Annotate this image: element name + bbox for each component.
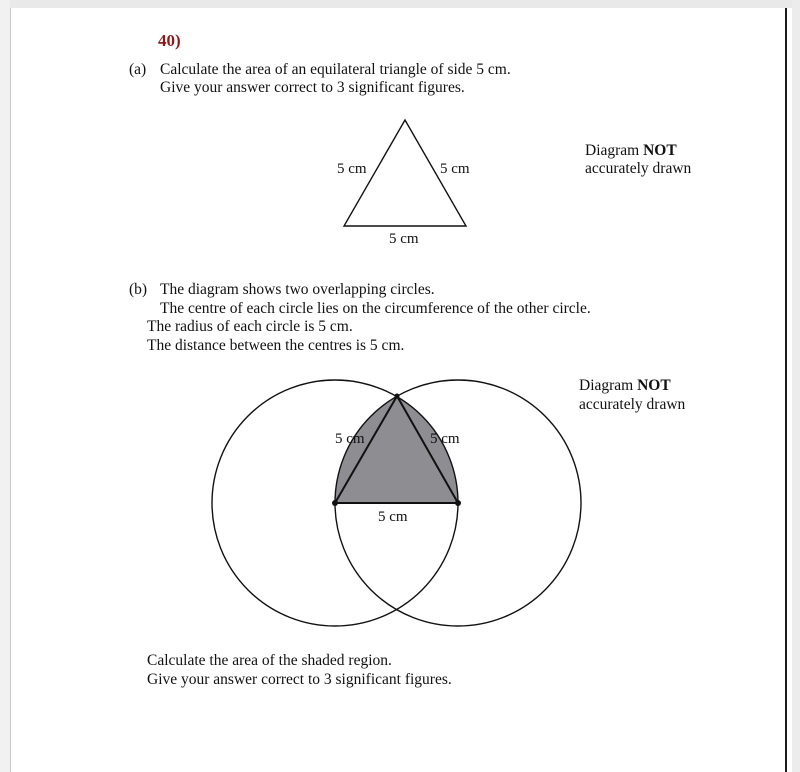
final-line1: Calculate the area of the shaded region. xyxy=(147,652,392,669)
part-b-line4: The distance between the centres is 5 cm. xyxy=(147,337,405,354)
diagram-note-b-prefix: Diagram xyxy=(579,377,638,394)
intersection-point xyxy=(395,394,400,399)
triangle-label-base: 5 cm xyxy=(389,231,419,247)
shaded-region xyxy=(335,396,458,503)
part-a-marker: (a) xyxy=(129,61,147,78)
diagram-note-a-not: NOT xyxy=(643,142,677,159)
diagram-note-b-line2: accurately drawn xyxy=(579,396,686,413)
part-a-line1: Calculate the area of an equilateral triangle of side 5 cm. xyxy=(160,61,511,78)
part-b-line1: The diagram shows two overlapping circles. xyxy=(160,281,435,298)
circle-label-base: 5 cm xyxy=(378,509,408,525)
part-b-marker: (b) xyxy=(129,281,148,298)
part-b-line2: The centre of each circle lies on the circumference of the other circle. xyxy=(160,300,591,317)
final-line2: Give your answer correct to 3 significant figures. xyxy=(147,671,452,688)
diagram-note-a-line2: accurately drawn xyxy=(585,160,692,177)
part-a-line2: Give your answer correct to 3 significant figures. xyxy=(160,79,465,96)
part-b-line3: The radius of each circle is 5 cm. xyxy=(147,318,353,335)
circle-label-right: 5 cm xyxy=(430,431,460,447)
diagram-note-b-not: NOT xyxy=(637,377,671,394)
triangle-label-right: 5 cm xyxy=(440,161,470,177)
triangle-label-left: 5 cm xyxy=(337,161,367,177)
left-centre-point xyxy=(332,500,338,506)
diagram-note-a-prefix: Diagram xyxy=(585,142,644,159)
question-number: 40) xyxy=(158,31,181,50)
right-centre-point xyxy=(455,500,461,506)
circle-label-left: 5 cm xyxy=(335,431,365,447)
